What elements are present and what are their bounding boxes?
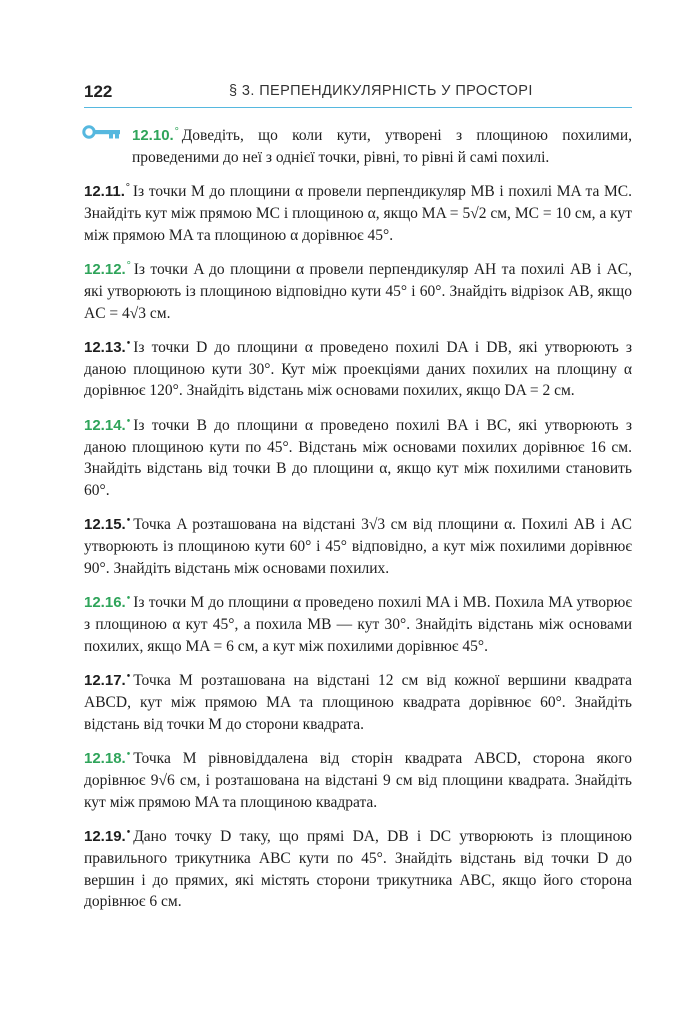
problem-12-11 [84,177,632,246]
problem-text: Із точки D до площини α проведено похилі DA і DB, які утворюють з даною площиною кути 30°. Кут між проекціями даних похилих на площину α дорівнює 120°. Знайдіть відстань між основами похилих, якщо DA = 2 см. [84,338,632,400]
problem-text: Точка M розташована на відстані 12 см від кожної вершини квадрата ABCD, кут між прямою MA та площиною квадрата дорівнює 60°. Знайдіть відстань від точки M до сторони квадрата. [84,672,632,733]
difficulty-mark: • [126,671,131,683]
problem-text: Із точки A до площини α провели перпендикуляр AH та похилі AB і AC, які утворюють із площиною відповідно кути 45° і 60°. Знайдіть відрізок AB, якщо AC = 4√3 см. [84,260,632,322]
problem-number: 12.13. [84,338,126,356]
problem-12-19 [84,822,632,913]
problem-number: 12.16. [84,594,126,612]
problem-text: Точка M рівновіддалена від сторін квадрата ABCD, сторона якого дорівнює 9√6 см, і розташована на відстані 9 см від площини квадрата. Знайдіть кут між прямою MA та площиною квадрата. [84,750,632,811]
page-number: 122 [84,82,113,101]
problem-12-16 [84,588,632,657]
problem-text: Точка A розташована на відстані 3√3 см від площини α. Похилі AB і AC утворюють із площиною кути 60° і 45° відповідно, а кут між похилими дорівнює 90°. Знайдіть відстань між основами похилих. [84,516,632,578]
key-icon [82,125,122,139]
page-header [84,78,632,108]
problem-number: 12.18. [84,750,126,768]
problem-12-15 [84,510,632,579]
difficulty-mark: • [126,337,131,349]
difficulty-mark: • [126,515,131,527]
section-title: § 3. ПЕРПЕНДИКУЛЯРНІСТЬ У ПРОСТОРІ [229,83,533,99]
problem-number: 12.17. [84,672,126,690]
problem-12-13 [84,333,632,402]
problem-number: 12.10. [132,127,174,144]
problem-number: 12.19. [84,828,126,846]
problem-text: Із точки M до площини α провели перпендикуляр MB і похилі MA та MC. Знайдіть кут між прямою MC і площиною α, якщо MA = 5√2 см, MC = 10 см, а кут між прямою MA та площиною α дорівнює 45°. [84,183,632,244]
header-rule [84,107,632,108]
problem-12-14 [84,411,632,502]
difficulty-mark: ° [126,259,131,271]
problem-number: 12.11. [84,183,125,201]
problem-text: Із точки M до площини α проведено похилі MA і MB. Похила MA утворює з площиною α кут 45°, а похила MB — кут 30°. Знайдіть відстань між основами похилих, якщо MA = 6 см, а кут між похилими дорівнює 45°. [84,594,632,655]
problem-12-18 [84,744,632,813]
problem-text: Доведіть, що коли кути, утворені з площиною похилими, проведеними до неї з однієї точки, рівні, то рівні й самі похилі. [132,127,632,166]
problem-number: 12.15. [84,516,126,534]
problem-12-10 [84,121,632,169]
problem-12-17 [84,666,632,735]
problem-list [84,121,632,922]
difficulty-mark: • [126,415,131,427]
problem-text: Дано точку D таку, що прямі DA, DB і DC утворюють із площиною правильного трикутника ABC кути по 45°. Знайдіть відстань від точки D до вершин і до прямих, які містять сторони трикутника ABC, якщо його сторона дорівнює 6 см. [84,828,632,911]
problem-12-12 [84,255,632,324]
problem-text: Із точки B до площини α проведено похилі BA і BC, які утворюють з даною площиною кути по 45°. Відстань між основами похилих дорівнює 16 см. Знайдіть відстань від точки B до площини α, якщо кут між похилими становить 60°. [84,416,632,500]
difficulty-mark: • [126,827,131,839]
difficulty-mark: ° [125,182,130,194]
difficulty-mark: • [126,593,131,605]
difficulty-mark: • [126,749,131,761]
problem-number: 12.14. [84,416,126,434]
difficulty-mark: ° [174,126,179,137]
problem-number: 12.12. [84,260,126,278]
